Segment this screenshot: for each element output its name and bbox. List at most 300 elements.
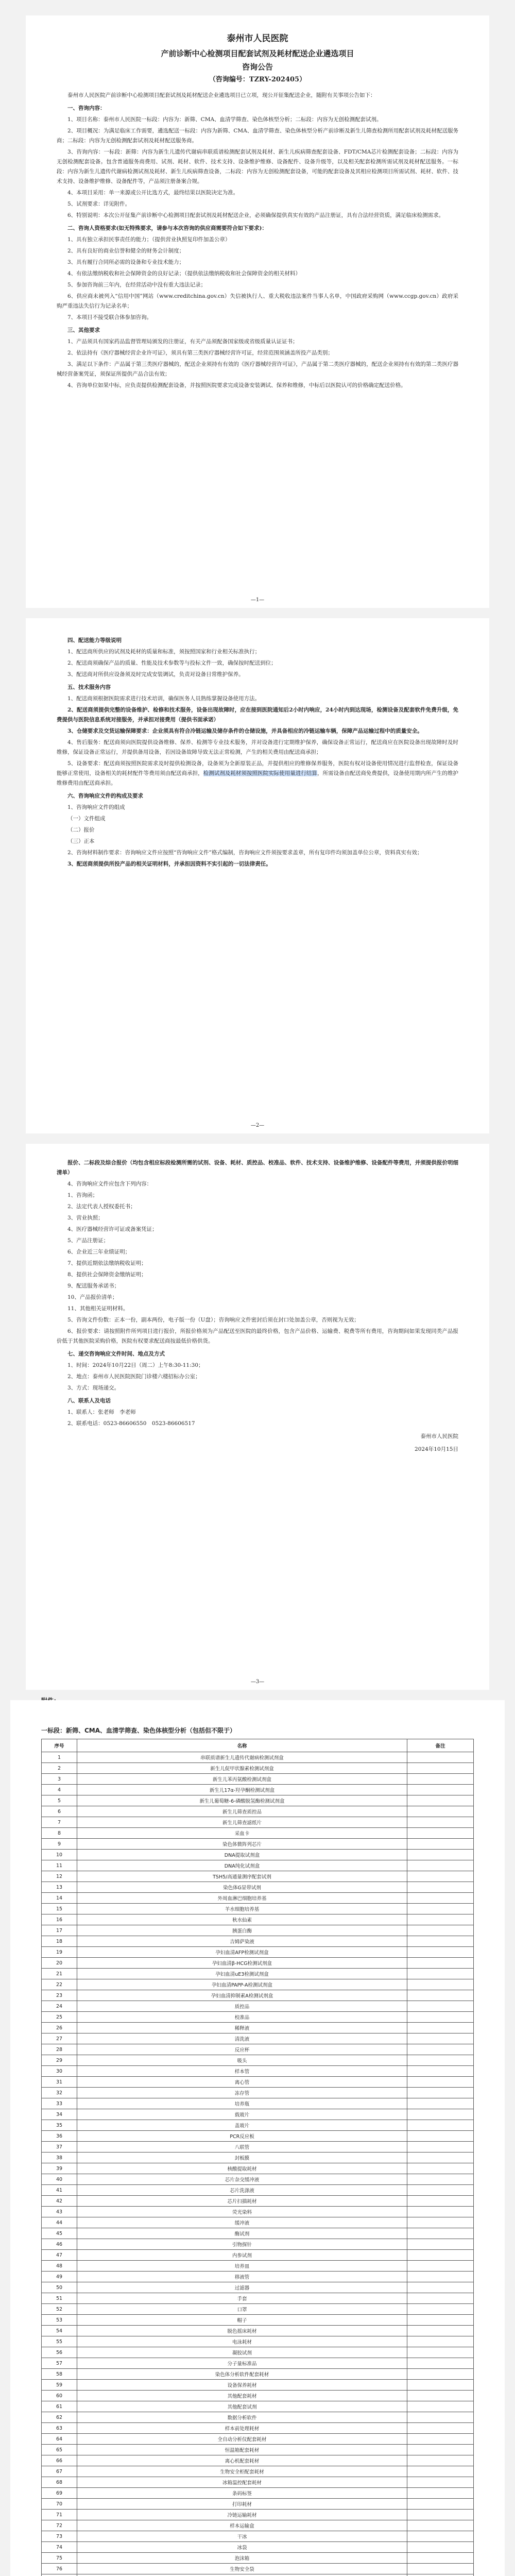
paragraph: 2、配送商须确保产品的质量、性能及技术参数等与投标文件一致，确保按时配送到位； bbox=[67, 660, 277, 666]
table-row bbox=[42, 2228, 474, 2239]
row-number: 58 bbox=[42, 2369, 77, 2380]
remark-cell bbox=[407, 2282, 474, 2293]
item-name: 孕妇血清抑制素A检测试剂盒 bbox=[77, 1990, 407, 2001]
item-name: 干冰 bbox=[77, 2531, 407, 2542]
row-number: 55 bbox=[42, 2336, 77, 2347]
remark-cell bbox=[407, 2272, 474, 2282]
item-name: 样本前处理耗材 bbox=[77, 2423, 407, 2434]
table-row bbox=[42, 2055, 474, 2066]
row-number: 53 bbox=[42, 2315, 77, 2326]
row-number: 32 bbox=[42, 2088, 77, 2098]
remark-cell bbox=[407, 2542, 474, 2553]
table-caption: 一标段：新筛、CMA、血清学筛查、染色体核型分析（包括但不限于） bbox=[41, 1727, 236, 1734]
paragraph: （三）正本 bbox=[67, 838, 95, 844]
remark-cell bbox=[407, 2488, 474, 2499]
paragraph: 1、项目名称：泰州市人民医院一标段：内容为：新筛、CMA、血清学筛查、染色体核型分析；二标段：内容为无创检测配套试剂。 bbox=[67, 116, 382, 123]
item-name: 其他配套耗材 bbox=[77, 2391, 407, 2401]
row-number: 22 bbox=[42, 1979, 77, 1990]
item-name: 离心机配套耗材 bbox=[77, 2455, 407, 2466]
project-title: 产前诊断中心检测项目配套试剂及耗材配送企业遴选项目 bbox=[161, 49, 354, 58]
table-row bbox=[42, 2380, 474, 2391]
item-name: 冰箱温控配套耗材 bbox=[77, 2477, 407, 2488]
paragraph: 1、咨询响应文件的组成 bbox=[67, 804, 125, 810]
table-row bbox=[42, 1860, 474, 1871]
item-name: 外周血淋巴细胞培养基 bbox=[77, 1893, 407, 1904]
item-name: 新生儿筛查质控品 bbox=[77, 1806, 407, 1817]
paragraph: 2、具有良好的商业信誉和健全的财务会计制度； bbox=[67, 248, 185, 254]
item-name: 数据分析软件 bbox=[77, 2412, 407, 2423]
table-row bbox=[42, 2196, 474, 2207]
row-number: 6 bbox=[42, 1806, 77, 1817]
item-name: 孕妇血清AFP检测试剂盒 bbox=[77, 1947, 407, 1958]
row-number: 12 bbox=[42, 1871, 77, 1882]
section-heading: 四、配送能力等级说明 bbox=[67, 637, 122, 643]
item-name: 冻存管 bbox=[77, 2088, 407, 2098]
item-name: 秋水仙素 bbox=[77, 1914, 407, 1925]
table-lot-1 bbox=[41, 1739, 474, 2576]
text-run: 5、设备要求：配送商须按照医院需求及时提供检测设备，设备须为全新原装正品，并提供相应的维修保养服务，医院有权对设备使用情况进行监督检查，保证设备能够正常使用，设备相关的耗材配件等费用须由配送商承担， bbox=[57, 760, 458, 776]
item-name: DNA提取试剂盒 bbox=[77, 1850, 407, 1860]
paragraph: 6、报价要求：请按照附件所列项目进行报价，所报价格须为产品配送至医院的最终价格，包含产品价格、运输费、税费等所有费用，咨询期间如果发现同类产品报价低于其他医院采购价格，医院有权要求配送商按最低价格供货。 bbox=[57, 1328, 458, 1344]
remark-cell bbox=[407, 2196, 474, 2207]
remark-cell bbox=[407, 2174, 474, 2185]
table-row bbox=[42, 2520, 474, 2531]
remark-cell bbox=[407, 2510, 474, 2520]
list-item: 6、企业近三年业绩证明； bbox=[67, 1249, 131, 1255]
row-number: 31 bbox=[42, 2077, 77, 2088]
row-number: 19 bbox=[42, 1947, 77, 1958]
table-row bbox=[42, 1839, 474, 1850]
remark-cell bbox=[407, 2553, 474, 2564]
table-row bbox=[42, 1850, 474, 1860]
page-number: —1— bbox=[250, 597, 265, 603]
item-name: 新生儿17α-羟孕酮检测试剂盒 bbox=[77, 1785, 407, 1795]
paragraph: 2、联系电话：0523-86606550 0523-86606517 bbox=[67, 1420, 195, 1427]
row-number: 67 bbox=[42, 2466, 77, 2477]
row-number: 56 bbox=[42, 2347, 77, 2358]
doc-type: 咨询公告 bbox=[242, 62, 273, 72]
item-name: 移液管 bbox=[77, 2272, 407, 2282]
item-name: 培养皿 bbox=[77, 2261, 407, 2272]
document-page-1 bbox=[26, 15, 489, 608]
paragraph: 3、配送商对所供应设备须及时完成安装调试，负责对设备日常维护保养。 bbox=[67, 671, 244, 677]
paragraph: 4、有依法缴纳税收和社会保障资金的良好记录；（提供依法缴纳税收和社会保障资金的相关材料） bbox=[67, 270, 301, 277]
table-row bbox=[42, 2109, 474, 2120]
remark-cell bbox=[407, 2455, 474, 2466]
section-heading: 一、咨询内容： bbox=[67, 105, 106, 111]
column-header: 备注 bbox=[407, 1739, 474, 1752]
paragraph: 1、产品须具有国家药品监督管理局颁发的注册证，有关产品须配备国家级或省级质量认证证书； bbox=[67, 338, 298, 345]
doc-number: （咨询编号：TZRY-202405） bbox=[209, 76, 306, 83]
remark-cell bbox=[407, 2412, 474, 2423]
attachment-table-1-page bbox=[10, 1700, 505, 2576]
table-row bbox=[42, 1936, 474, 1947]
item-name: 冷链运输耗材 bbox=[77, 2510, 407, 2520]
row-number: 3 bbox=[42, 1774, 77, 1785]
row-number bbox=[42, 2574, 77, 2576]
remark-cell bbox=[407, 1839, 474, 1850]
row-number: 36 bbox=[42, 2131, 77, 2142]
item-name: 生物安全袋 bbox=[77, 2564, 407, 2574]
row-number: 49 bbox=[42, 2272, 77, 2282]
table-row bbox=[42, 2531, 474, 2542]
remark-cell bbox=[407, 2358, 474, 2369]
row-number: 74 bbox=[42, 2542, 77, 2553]
item-name: TSH5/高通量测序配套试剂 bbox=[77, 1871, 407, 1882]
item-name: 芯片杂交缓冲液 bbox=[77, 2174, 407, 2185]
table-row bbox=[42, 1774, 474, 1785]
remark-cell bbox=[407, 1914, 474, 1925]
table-row bbox=[42, 1979, 474, 1990]
paragraph: 1、联系人：张老师 李老师 bbox=[67, 1409, 136, 1415]
row-number: 52 bbox=[42, 2304, 77, 2315]
paragraph: （二）报价 bbox=[67, 827, 95, 833]
remark-cell bbox=[407, 2098, 474, 2109]
table-row bbox=[42, 1958, 474, 1969]
table-row bbox=[42, 2542, 474, 2553]
remark-cell bbox=[407, 2142, 474, 2153]
row-number: 29 bbox=[42, 2055, 77, 2066]
row-number: 68 bbox=[42, 2477, 77, 2488]
section-heading: 六、咨询响应文件的构成及要求 bbox=[67, 793, 143, 799]
remark-cell bbox=[407, 1958, 474, 1969]
remark-cell bbox=[407, 1795, 474, 1806]
table-row bbox=[42, 2272, 474, 2282]
section-heading: 二、咨询人资格要求(如无特殊要求，请参与本次咨询的供应商需要符合如下要求)： bbox=[67, 225, 267, 231]
row-number: 47 bbox=[42, 2250, 77, 2261]
item-name: 羊水细胞培养基 bbox=[77, 1904, 407, 1914]
remark-cell bbox=[407, 1882, 474, 1893]
table-row bbox=[42, 1925, 474, 1936]
remark-cell bbox=[407, 2066, 474, 2077]
remark-cell bbox=[407, 2304, 474, 2315]
item-name: 样本管 bbox=[77, 2066, 407, 2077]
section-heading: 八、联系人及电话 bbox=[67, 1398, 111, 1404]
table-row bbox=[42, 1893, 474, 1904]
row-number: 46 bbox=[42, 2239, 77, 2250]
item-name: 芯片洗涤液 bbox=[77, 2185, 407, 2196]
item-name: 新生儿苯丙氨酸检测试剂盒 bbox=[77, 1774, 407, 1785]
item-name: 芯片扫描耗材 bbox=[77, 2196, 407, 2207]
item-name: 核酸提取耗材 bbox=[77, 2163, 407, 2174]
item-name: 吉姆萨染液 bbox=[77, 1936, 407, 1947]
table-row bbox=[42, 2033, 474, 2044]
row-number: 48 bbox=[42, 2261, 77, 2272]
paragraph: 3、方式：现场递交。 bbox=[67, 1385, 120, 1391]
item-name: 电泳耗材 bbox=[77, 2336, 407, 2347]
row-number: 18 bbox=[42, 1936, 77, 1947]
remark-cell bbox=[407, 1871, 474, 1882]
paragraph: 6、供应商未被列入“信用中国”网站（www.creditchina.gov.cn）失信被执行人、重大税收违法案件当事人名单，中国政府采购网（www.ccgp.gov.cn）政府采购严重违法失信行为记录名单； bbox=[57, 293, 458, 309]
remark-cell bbox=[407, 2163, 474, 2174]
table-row bbox=[42, 2174, 474, 2185]
remark-cell bbox=[407, 2369, 474, 2380]
item-name: 反应杯 bbox=[77, 2044, 407, 2055]
table-row bbox=[42, 2510, 474, 2520]
table-row bbox=[42, 1947, 474, 1958]
text-run: ，所需设备由配送商免费提供，设备使用期内所产生的维护维修费用由配送商承担。 bbox=[57, 770, 459, 786]
item-name: 引物探针 bbox=[77, 2239, 407, 2250]
table-row bbox=[42, 2250, 474, 2261]
highlighted-text: 检测试剂及耗材须按照医院实际使用量进行结算 bbox=[203, 770, 317, 776]
table-row bbox=[42, 2455, 474, 2466]
table-row bbox=[42, 2391, 474, 2401]
table-row bbox=[42, 2261, 474, 2272]
remark-cell bbox=[407, 1763, 474, 1774]
table-row bbox=[42, 2207, 474, 2217]
paragraph: 2、依法持有《医疗器械经营企业许可证》，须具有第三类医疗器械经营许可证，经营范围须涵盖所投产品类别； bbox=[67, 350, 333, 356]
table-row bbox=[42, 1969, 474, 1979]
remark-cell bbox=[407, 1893, 474, 1904]
row-number: 33 bbox=[42, 2098, 77, 2109]
remark-cell bbox=[407, 2391, 474, 2401]
paragraph: （一）文件组成 bbox=[67, 816, 106, 822]
row-number: 71 bbox=[42, 2510, 77, 2520]
table-row bbox=[42, 2553, 474, 2564]
table-row bbox=[42, 1752, 474, 1763]
section-heading: 七、递交咨询响应文件时间、地点及方式 bbox=[67, 1351, 165, 1357]
row-number: 45 bbox=[42, 2228, 77, 2239]
table-row bbox=[42, 2131, 474, 2142]
remark-cell bbox=[407, 2120, 474, 2131]
remark-cell bbox=[407, 2261, 474, 2272]
remark-cell bbox=[407, 2055, 474, 2066]
table-row bbox=[42, 2434, 474, 2445]
table-row bbox=[42, 2499, 474, 2510]
remark-cell bbox=[407, 1850, 474, 1860]
row-number: 16 bbox=[42, 1914, 77, 1925]
remark-cell bbox=[407, 1785, 474, 1795]
item-name: 孕妇血清β-HCG检测试剂盒 bbox=[77, 1958, 407, 1969]
list-item: 10、产品报价清单； bbox=[67, 1294, 118, 1300]
remark-cell bbox=[407, 2012, 474, 2023]
table-row bbox=[42, 2488, 474, 2499]
signature-date: 2024年10月15日 bbox=[415, 1446, 458, 1452]
section-heading: 三、其他要求 bbox=[67, 327, 100, 333]
remark-cell bbox=[407, 2293, 474, 2304]
paragraph-bold: 2、配送商须提供完整的设备维护、检修和技术服务，设备出现故障时，应在接到医院通知后2小时内响应，24小时内到达现场，检测设备及配套软件免费升级，免费提供与医院信息系统对接服务，并承担对接费用（提供书面承诺） bbox=[57, 707, 458, 723]
row-number: 35 bbox=[42, 2120, 77, 2131]
table-row bbox=[42, 2401, 474, 2412]
item-name: 帽子 bbox=[77, 2315, 407, 2326]
remark-cell bbox=[407, 1774, 474, 1785]
column-header: 序号 bbox=[42, 1739, 77, 1752]
remark-cell bbox=[407, 2153, 474, 2163]
item-name: 手套 bbox=[77, 2293, 407, 2304]
table-row bbox=[42, 2477, 474, 2488]
remark-cell bbox=[407, 2131, 474, 2142]
row-number: 75 bbox=[42, 2553, 77, 2564]
row-number: 73 bbox=[42, 2531, 77, 2542]
column-header: 名称 bbox=[77, 1739, 407, 1752]
row-number: 51 bbox=[42, 2293, 77, 2304]
row-number: 34 bbox=[42, 2109, 77, 2120]
remark-cell bbox=[407, 2217, 474, 2228]
item-name: 酶试剂 bbox=[77, 2228, 407, 2239]
row-number: 39 bbox=[42, 2163, 77, 2174]
table-row bbox=[42, 2217, 474, 2228]
remark-cell bbox=[407, 2001, 474, 2012]
paragraph: 5、试剂要求：详见附件。 bbox=[67, 201, 131, 207]
remark-cell bbox=[407, 1828, 474, 1839]
remark-cell bbox=[407, 2336, 474, 2347]
item-name: 泡沫箱 bbox=[77, 2553, 407, 2564]
item-name: 内参试剂 bbox=[77, 2250, 407, 2261]
item-name: 样本运输盒 bbox=[77, 2520, 407, 2531]
item-name: 荧光染料 bbox=[77, 2207, 407, 2217]
remark-cell bbox=[407, 2077, 474, 2088]
document-page-2 bbox=[26, 618, 489, 1133]
row-number: 25 bbox=[42, 2012, 77, 2023]
row-number: 28 bbox=[42, 2044, 77, 2055]
remark-cell bbox=[407, 2445, 474, 2455]
paragraph: 2、咨询材料制作要求：咨询响应文件应按照“咨询响应文件”格式编制，咨询响应文件须按要求盖章，所有复印件均须加盖单位公章，资料真实有效； bbox=[67, 850, 423, 856]
remark-cell bbox=[407, 1969, 474, 1979]
item-name: 口罩 bbox=[77, 2304, 407, 2315]
paragraph: 2、地点：泰州市人民医院医院门诊楼六楼招标办公室； bbox=[67, 1374, 201, 1380]
row-number: 63 bbox=[42, 2423, 77, 2434]
remark-cell bbox=[407, 2423, 474, 2434]
table-row bbox=[42, 2423, 474, 2434]
paragraph: 5、咨询文件份数：正本一份，副本两份，电子版一份（U盘）；咨询响应文件密封后须在封口处加盖公章，否则视为无效； bbox=[67, 1317, 359, 1323]
table-row bbox=[42, 2001, 474, 2012]
item-name: 生物安全柜配套耗材 bbox=[77, 2466, 407, 2477]
item-name: 稀释液 bbox=[77, 2023, 407, 2033]
list-item: 5、产品注册证； bbox=[67, 1238, 109, 1244]
remark-cell bbox=[407, 2574, 474, 2576]
list-item: 2、法定代表人授权委托书； bbox=[67, 1204, 136, 1210]
table-row bbox=[42, 2445, 474, 2455]
row-number: 7 bbox=[42, 1817, 77, 1828]
row-number: 64 bbox=[42, 2434, 77, 2445]
table-row bbox=[42, 2358, 474, 2369]
item-name: 培养瓶 bbox=[77, 2098, 407, 2109]
item-name: 缓冲液 bbox=[77, 2217, 407, 2228]
paragraph: 1、配送商所供应的试剂及耗材的质量和标准，须按照国家和行业相关标准执行； bbox=[67, 649, 261, 655]
remark-cell bbox=[407, 2477, 474, 2488]
item-name: 脱色摇床耗材 bbox=[77, 2326, 407, 2336]
item-name: 孕妇血清PAPP-A检测试剂盒 bbox=[77, 1979, 407, 1990]
item-name: 质控品 bbox=[77, 2001, 407, 2012]
table-row bbox=[42, 2088, 474, 2098]
paragraph: 2、项目概况：为满足临床工作需要，遴选配送一标段：内容为新筛、CMA、血清学筛查、染色体核型分析产前诊断及新生儿筛查检测所用配套试剂及耗材配送服务商；二标段：内容为无创检测配套试剂及耗材配送服务商。 bbox=[57, 128, 458, 144]
row-number: 14 bbox=[42, 1893, 77, 1904]
remark-cell bbox=[407, 2228, 474, 2239]
row-number: 2 bbox=[42, 1763, 77, 1774]
table-row bbox=[42, 2163, 474, 2174]
item-name: 过滤器 bbox=[77, 2282, 407, 2293]
item-name: 新生儿筛查滤纸片 bbox=[77, 1817, 407, 1828]
item-name: 盖玻片 bbox=[77, 2120, 407, 2131]
item-name: 胰蛋白酶 bbox=[77, 1925, 407, 1936]
item-name: 清洗液 bbox=[77, 2033, 407, 2044]
remark-cell bbox=[407, 2023, 474, 2033]
row-number: 23 bbox=[42, 1990, 77, 2001]
row-number: 9 bbox=[42, 1839, 77, 1850]
intro-paragraph: 泰州市人民医院产前诊断中心检测项目配套试剂及耗材配送企业遴选项目已立项，现公开征集配送企业，随附有关事项公告如下： bbox=[67, 92, 376, 98]
paragraph: 4、咨询响应文件应包含下列内容： bbox=[67, 1181, 152, 1187]
remark-cell bbox=[407, 2033, 474, 2044]
remark-cell bbox=[407, 2185, 474, 2196]
row-number: 43 bbox=[42, 2207, 77, 2217]
item-name: 条码标签 bbox=[77, 2488, 407, 2499]
paragraph: 3、具有履行合同所必需的设备和专业技术能力； bbox=[67, 259, 185, 265]
table-row bbox=[42, 2098, 474, 2109]
item-name: 凝胶试剂 bbox=[77, 2347, 407, 2358]
item-name bbox=[77, 2574, 407, 2576]
item-name: 采血卡 bbox=[77, 1828, 407, 1839]
row-number: 41 bbox=[42, 2185, 77, 2196]
row-number: 59 bbox=[42, 2380, 77, 2391]
item-name: 分子量标准品 bbox=[77, 2358, 407, 2369]
table-row bbox=[42, 2153, 474, 2163]
paragraph-bold: 报价、二标段及综合报价（均包含相应标段检测所需的试剂、设备、耗材、质控品、校准品、软件、技术支持、设备维护维修、设备配件等费用，并须提供报价明细清单） bbox=[57, 1160, 458, 1176]
item-name: 孕妇血清uE3检测试剂盒 bbox=[77, 1969, 407, 1979]
remark-cell bbox=[407, 1947, 474, 1958]
item-name: 全自动分析仪配套耗材 bbox=[77, 2434, 407, 2445]
item-name: 冰袋 bbox=[77, 2542, 407, 2553]
item-name: 打印耗材 bbox=[77, 2499, 407, 2510]
row-number: 54 bbox=[42, 2326, 77, 2336]
remark-cell bbox=[407, 2564, 474, 2574]
item-name: 吸头 bbox=[77, 2055, 407, 2066]
hospital-title: 泰州市人民医院 bbox=[227, 33, 288, 44]
table-row bbox=[42, 1817, 474, 1828]
table-row bbox=[42, 2336, 474, 2347]
page-number: —3— bbox=[250, 1679, 265, 1685]
row-number: 66 bbox=[42, 2455, 77, 2466]
item-name: 设备保养耗材 bbox=[77, 2380, 407, 2391]
table-row bbox=[42, 2185, 474, 2196]
remark-cell bbox=[407, 2499, 474, 2510]
list-item: 4、医疗器械经营许可证或备案凭证； bbox=[67, 1226, 158, 1232]
remark-cell bbox=[407, 2315, 474, 2326]
row-number: 26 bbox=[42, 2023, 77, 2033]
row-number: 4 bbox=[42, 1785, 77, 1795]
remark-cell bbox=[407, 1936, 474, 1947]
table-row bbox=[42, 2412, 474, 2423]
table-row bbox=[42, 1763, 474, 1774]
item-name: 载玻片 bbox=[77, 2109, 407, 2120]
paragraph-bold: 3、配送商须提供所投产品的相关证明材料，并承担因资料不实引起的一切法律责任。 bbox=[67, 861, 271, 867]
row-number: 57 bbox=[42, 2358, 77, 2369]
table-row bbox=[42, 1990, 474, 2001]
row-number: 27 bbox=[42, 2033, 77, 2044]
item-name: PCR反应板 bbox=[77, 2131, 407, 2142]
remark-cell bbox=[407, 1806, 474, 1817]
remark-cell bbox=[407, 2466, 474, 2477]
paragraph: 1、配送商须根据医院需求进行技术培训，确保医务人员熟练掌握设备使用方法。 bbox=[67, 696, 261, 702]
table-row bbox=[42, 1904, 474, 1914]
row-number: 13 bbox=[42, 1882, 77, 1893]
remark-cell bbox=[407, 1817, 474, 1828]
row-number: 8 bbox=[42, 1828, 77, 1839]
table-row bbox=[42, 2304, 474, 2315]
table-row bbox=[42, 1871, 474, 1882]
row-number: 38 bbox=[42, 2153, 77, 2163]
signature-org: 泰州市人民医院 bbox=[420, 1433, 458, 1439]
remark-cell bbox=[407, 2401, 474, 2412]
remark-cell bbox=[407, 1860, 474, 1871]
table-row bbox=[42, 1828, 474, 1839]
paragraph: 7、本项目不接受联合体参加咨询。 bbox=[67, 314, 152, 320]
paragraph-with-highlight bbox=[57, 759, 458, 788]
item-name: 染色体微阵列芯片 bbox=[77, 1839, 407, 1850]
list-item: 7、提供近期依法缴纳税收证明； bbox=[67, 1260, 147, 1266]
list-item: 8、提供社会保障资金缴纳证明； bbox=[67, 1272, 147, 1278]
remark-cell bbox=[407, 2207, 474, 2217]
row-number: 40 bbox=[42, 2174, 77, 2185]
